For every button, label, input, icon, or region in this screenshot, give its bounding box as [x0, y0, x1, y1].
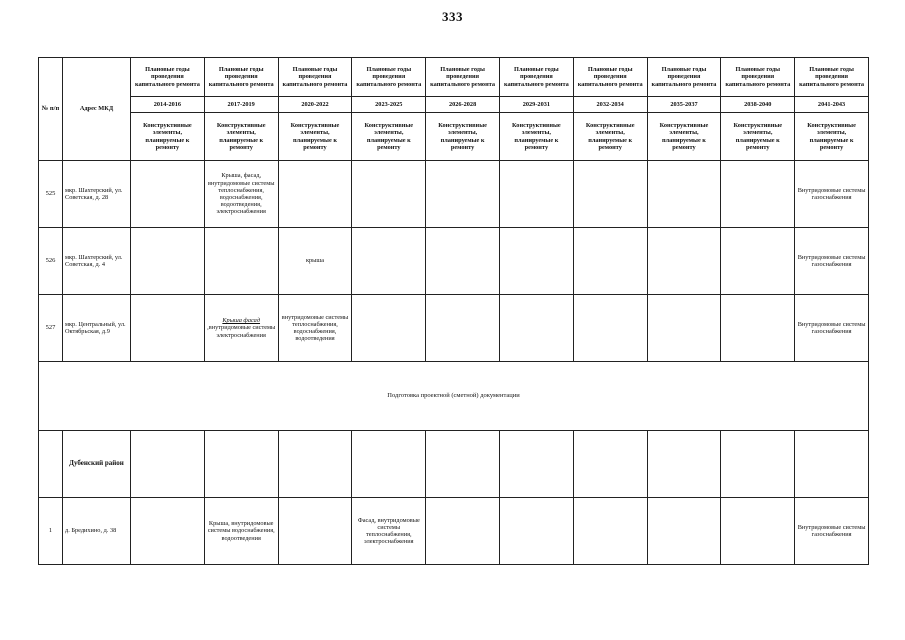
header-address: Адрес МКД — [63, 58, 131, 161]
merged-row-text: Подготовка проектной (сметной) документации — [39, 362, 869, 431]
row-cell — [426, 295, 500, 362]
header-period-years: 2029-2031 — [499, 97, 573, 113]
row-cell — [131, 228, 205, 295]
row-cell: Внутридомовые системы газоснабжения — [795, 228, 869, 295]
row-cell — [278, 431, 352, 498]
capital-repair-table — [38, 57, 869, 565]
header-period-years: 2017-2019 — [204, 97, 278, 113]
row-cell — [131, 161, 205, 228]
header-period-elements: Конструктивные элементы, планируемые к ремонту — [278, 113, 352, 161]
row-cell — [647, 498, 721, 565]
row-cell — [499, 228, 573, 295]
header-period-elements: Конструктивные элементы, планируемые к ремонту — [499, 113, 573, 161]
row-number: 526 — [39, 228, 63, 295]
row-cell — [352, 431, 426, 498]
row-cell — [721, 228, 795, 295]
header-period-years: 2026-2028 — [426, 97, 500, 113]
row-cell — [647, 161, 721, 228]
header-period-title: Плановые годы проведения капитального ремонта — [131, 58, 205, 97]
table-row — [39, 228, 869, 295]
row-cell — [278, 161, 352, 228]
row-cell — [204, 228, 278, 295]
row-number: 1 — [39, 498, 63, 565]
header-row-years — [39, 97, 869, 113]
row-cell — [721, 498, 795, 565]
header-period-years: 2038-2040 — [721, 97, 795, 113]
row-cell — [721, 295, 795, 362]
row-cell: Внутридомовые системы газоснабжения — [795, 295, 869, 362]
header-period-years: 2023-2025 — [352, 97, 426, 113]
row-address: д. Бредихино, д. 38 — [63, 498, 131, 565]
row-cell — [573, 295, 647, 362]
row-cell — [426, 161, 500, 228]
row-cell — [573, 228, 647, 295]
header-period-title: Плановые годы проведения капитального ремонта — [204, 58, 278, 97]
row-cell — [352, 295, 426, 362]
district-name: Дубенский район — [63, 431, 131, 498]
row-cell — [573, 431, 647, 498]
row-cell: Крыша фасад ,внутридомовые системы электроснабжения — [204, 295, 278, 362]
row-cell — [499, 431, 573, 498]
row-cell: Внутридомовые системы газоснабжения — [795, 498, 869, 565]
row-cell — [647, 228, 721, 295]
row-cell — [499, 498, 573, 565]
header-period-title: Плановые годы проведения капитального ремонта — [795, 58, 869, 97]
merged-row — [39, 362, 869, 431]
row-cell — [647, 295, 721, 362]
row-cell: Крыша, фасад, внутридомовые системы теплоснабжения, водоснабжения, водоотведения, электроснабжения — [204, 161, 278, 228]
row-cell — [721, 431, 795, 498]
header-period-elements: Конструктивные элементы, планируемые к ремонту — [131, 113, 205, 161]
row-cell — [499, 295, 573, 362]
row-cell — [131, 498, 205, 565]
header-period-title: Плановые годы проведения капитального ремонта — [426, 58, 500, 97]
table-row — [39, 161, 869, 228]
table-row — [39, 295, 869, 362]
row-address: мкр. Центральный, ул. Октябрьская, д.9 — [63, 295, 131, 362]
header-period-title: Плановые годы проведения капитального ремонта — [573, 58, 647, 97]
row-cell — [426, 228, 500, 295]
row-cell — [204, 431, 278, 498]
header-period-elements: Конструктивные элементы, планируемые к ремонту — [795, 113, 869, 161]
row-cell — [499, 161, 573, 228]
header-num: № п/п — [39, 58, 63, 161]
row-cell: Крыша, внутридомовые системы водоснабжения, водоотведения — [204, 498, 278, 565]
district-row — [39, 431, 869, 498]
header-period-elements: Конструктивные элементы, планируемые к ремонту — [204, 113, 278, 161]
header-period-years: 2020-2022 — [278, 97, 352, 113]
row-cell — [647, 431, 721, 498]
page-number: 333 — [442, 9, 463, 24]
header-period-years: 2032-2034 — [573, 97, 647, 113]
header-period-title: Плановые годы проведения капитального ремонта — [647, 58, 721, 97]
row-address: мкр. Шахтерский, ул. Советская, д. 4 — [63, 228, 131, 295]
table-row — [39, 498, 869, 565]
row-cell — [721, 161, 795, 228]
district-num-cell — [39, 431, 63, 498]
header-row-titles — [39, 58, 869, 97]
row-cell — [131, 431, 205, 498]
row-number: 527 — [39, 295, 63, 362]
header-period-elements: Конструктивные элементы, планируемые к ремонту — [647, 113, 721, 161]
header-period-title: Плановые годы проведения капитального ремонта — [499, 58, 573, 97]
row-cell — [131, 295, 205, 362]
row-cell — [573, 161, 647, 228]
header-row-elements — [39, 113, 869, 161]
header-period-title: Плановые годы проведения капитального ремонта — [352, 58, 426, 97]
row-cell — [352, 161, 426, 228]
header-period-elements: Конструктивные элементы, планируемые к ремонту — [573, 113, 647, 161]
row-address: мкр. Шахтерский, ул. Советская, д. 28 — [63, 161, 131, 228]
row-cell: внутридомовые системы теплоснабжения, водоснабжения, водоотведения — [278, 295, 352, 362]
header-period-title: Плановые годы проведения капитального ремонта — [278, 58, 352, 97]
row-cell — [795, 431, 869, 498]
header-period-years: 2014-2016 — [131, 97, 205, 113]
row-number: 525 — [39, 161, 63, 228]
row-cell: Фасад, внутридомовые системы теплоснабжения, электроснабжения — [352, 498, 426, 565]
header-period-years: 2035-2037 — [647, 97, 721, 113]
row-cell — [426, 431, 500, 498]
header-period-elements: Конструктивные элементы, планируемые к ремонту — [426, 113, 500, 161]
header-period-years: 2041-2043 — [795, 97, 869, 113]
header-period-elements: Конструктивные элементы, планируемые к ремонту — [352, 113, 426, 161]
header-period-title: Плановые годы проведения капитального ремонта — [721, 58, 795, 97]
header-period-elements: Конструктивные элементы, планируемые к ремонту — [721, 113, 795, 161]
row-cell — [352, 228, 426, 295]
row-cell: Внутридомовые системы газоснабжения — [795, 161, 869, 228]
row-cell — [278, 498, 352, 565]
row-cell — [426, 498, 500, 565]
row-cell — [573, 498, 647, 565]
row-cell: крыша — [278, 228, 352, 295]
